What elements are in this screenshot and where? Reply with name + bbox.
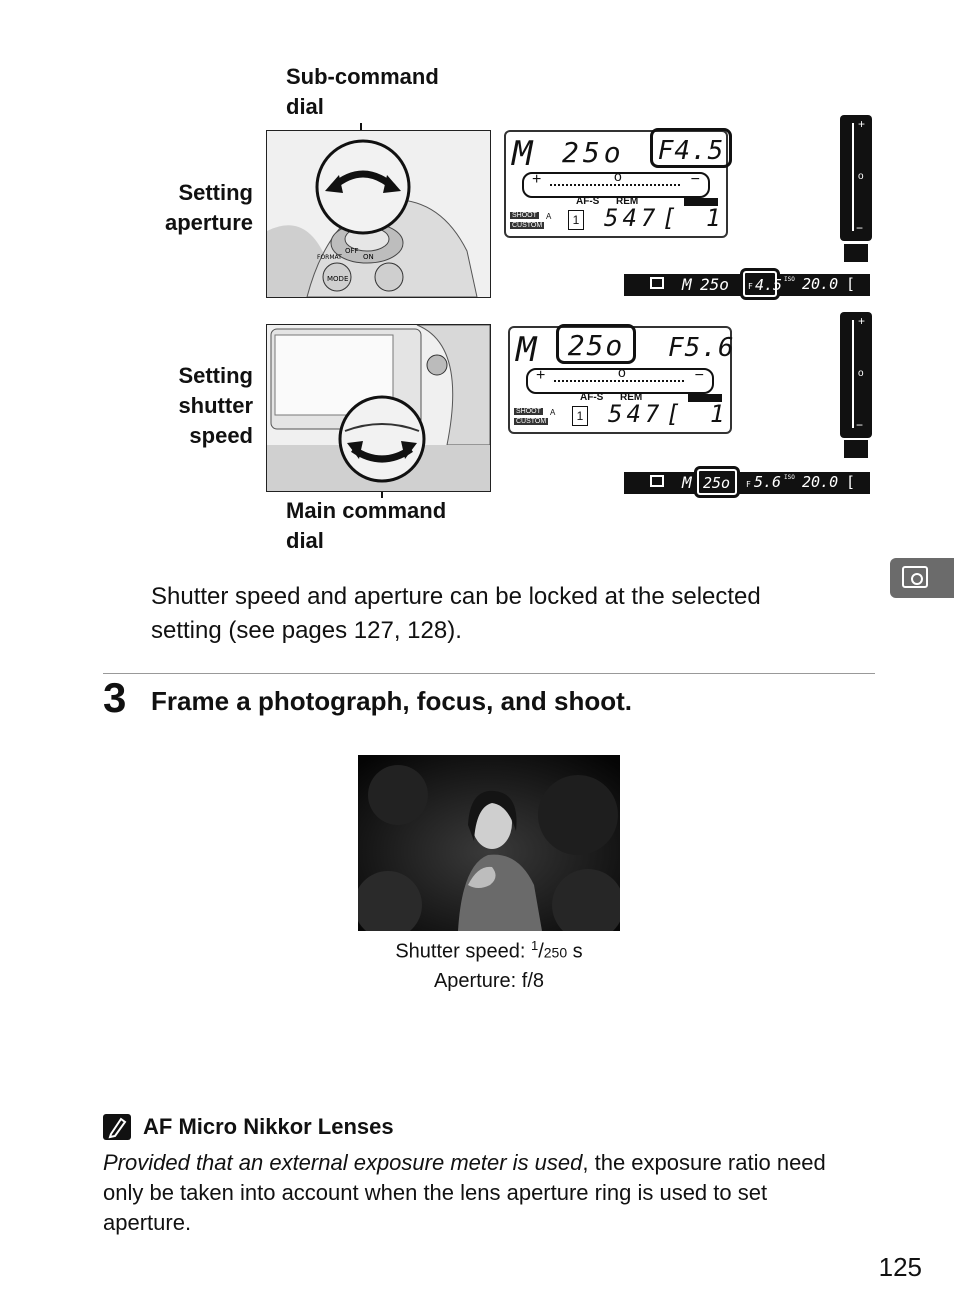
vf-bracket: [ [846,275,856,293]
camera-chapter-icon [902,566,928,588]
lcd-release-mode: 1 [568,210,584,230]
control-panel-lcd-aperture [504,130,728,238]
lcd-rem: REM [616,196,639,207]
lcd-one: 1 [710,400,729,428]
lcd-one: 1 [706,204,725,232]
lcd-mode: M [512,134,537,174]
note-body: Provided that an external exposure meter is used, the exposure ratio need only be taken into account when the lens aperture ring is used to set aperture. [103,1150,826,1235]
lock-paragraph: Shutter speed and aperture can be locked at the selected setting (see pages 127, 128). [151,583,761,644]
lcd-shutter: 25o [562,136,625,169]
control-panel-lcd-shutter [508,326,735,434]
vmeter-zero: o [858,171,864,182]
meter-scale [550,184,680,186]
vf-shutter: 25o [703,474,731,492]
vf-aperture: 5.6 [754,473,782,491]
meter-minus: − [694,367,704,384]
vf-iso: ISO [784,474,795,481]
note-icon [103,1114,131,1140]
lcd-bracket: [ [666,400,685,428]
photo-caption [358,932,620,995]
lcd-shoot: SHOOT [512,212,537,219]
camera-photo-main-command [266,324,491,492]
chapter-tab [890,558,954,598]
vf-aperture-highlight: F 4.5 [740,268,780,300]
lcd-aperture: F5.6 [668,333,735,363]
viewfinder-vertical-meter-1 [840,115,872,241]
label-main-command-dial: Main command dial [286,498,447,553]
mode-button-text: MODE [327,275,349,283]
on-text: ON [363,253,374,261]
lcd-rem: REM [620,392,643,403]
lcd-mode: M [516,330,541,370]
label-setting-aperture: Setting aperture [164,180,253,235]
sample-photograph [358,755,620,931]
vmeter-minus: − [856,221,864,235]
lcd-afs: AF-S [576,196,600,207]
vf-mode: M [682,275,692,294]
vf-bracket: [ [846,473,856,491]
camera-back-illustration [267,325,490,491]
label-setting-shutter-speed: Setting shutter speed [178,363,253,448]
meter-minus: − [690,171,700,188]
vmeter-plus: + [858,117,866,131]
metering-icon [650,277,664,289]
lcd-custom: CUSTOM [512,222,543,229]
lcd-shutter-highlighted: 25o [556,324,636,364]
viewfinder-strip-shutter: M 25o F 5.6 ISO 20.0 [ [624,472,870,494]
vf-shutter: 25o [700,275,729,294]
step-number: 3 [103,674,127,721]
meter-plus: + [536,367,546,384]
lcd-a: A [546,212,552,221]
vf-count: 20.0 [802,473,839,491]
vmeter-zero: o [858,368,864,379]
section-divider [103,673,875,674]
caption-shutter: Shutter speed: $^1$/250 s [395,938,583,963]
step-title: Frame a photograph, focus, and shoot. [151,686,633,716]
format-text: FORMAT [317,254,342,261]
lcd-a: A [550,408,556,417]
lcd-custom: CUSTOM [516,418,547,425]
viewfinder-strip-aperture [624,274,870,296]
meter-zero: o [614,168,622,184]
vmeter-minus: − [856,418,864,432]
caption-aperture: Aperture: f/8 [433,969,545,992]
vf-mode: M [682,473,692,492]
camera-photo-sub-command [266,130,491,298]
lcd-shoot: SHOOT [516,408,541,415]
label-sub-command-dial: Sub-command dial [286,64,439,119]
vf-count: 20.0 [802,275,839,293]
viewfinder-block-1 [844,244,868,262]
lcd-exposure-meter [526,364,714,394]
portrait-image [358,755,620,931]
vf-shutter-highlight [694,466,740,498]
meter-plus: + [532,171,542,188]
viewfinder-block-2 [844,440,868,458]
lcd-count: 547 [604,204,660,232]
lcd-bracket: [ [662,204,681,232]
metering-icon [650,475,664,487]
lcd-afs: AF-S [580,392,604,403]
page-number: 125 [878,1252,922,1282]
off-text: OFF [345,247,359,255]
meter-scale [554,380,684,382]
lcd-count: 547 [608,400,664,428]
camera-top-illustration [267,131,490,297]
viewfinder-vertical-meter-2 [840,312,872,438]
vf-iso: ISO [784,276,795,283]
meter-zero: o [618,364,626,380]
lcd-exposure-meter [522,168,710,198]
lcd-release-mode: 1 [572,406,588,426]
lcd-aperture-highlighted: F4.5 [650,128,732,168]
note-title: AF Micro Nikkor Lenses [143,1114,394,1139]
vf-aperture: 4.5 [755,276,783,294]
vmeter-plus: + [858,314,866,328]
